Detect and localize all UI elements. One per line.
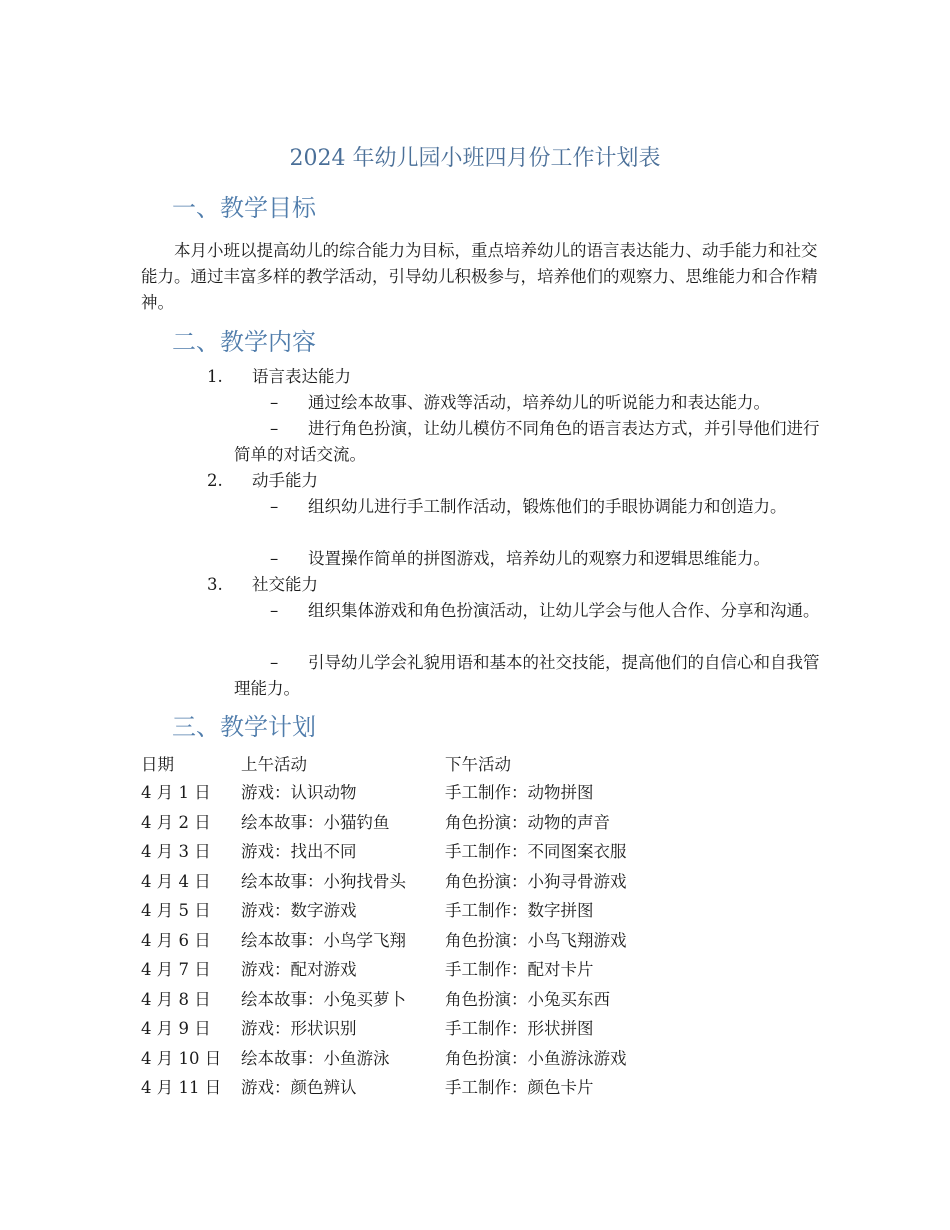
cell-morning: 游戏：数字游戏: [241, 901, 357, 920]
bullet-dash: –: [270, 653, 279, 672]
column-header-afternoon: 下午活动: [445, 755, 511, 774]
cell-date: 4 月 2 日: [141, 813, 211, 832]
bullet-text: 组织幼儿进行手工制作活动，锻炼他们的手眼协调能力和创造力。: [308, 497, 787, 516]
cell-morning: 绘本故事：小狗找骨头: [241, 872, 406, 891]
cell-afternoon: 角色扮演：小狗寻骨游戏: [445, 872, 627, 891]
bullet-text: 引导幼儿学会礼貌用语和基本的社交技能，提高他们的自信心和自我管理能力。: [234, 653, 820, 698]
cell-morning: 绘本故事：小猫钓鱼: [241, 813, 390, 832]
bullet-dash: –: [270, 419, 279, 438]
cell-afternoon: 手工制作：数字拼图: [445, 901, 594, 920]
cell-afternoon: 角色扮演：小鸟飞翔游戏: [445, 931, 627, 950]
column-header-date: 日期: [141, 755, 174, 774]
cell-morning: 游戏：配对游戏: [241, 960, 357, 979]
cell-morning: 游戏：形状识别: [241, 1019, 357, 1038]
cell-afternoon: 手工制作：动物拼图: [445, 783, 594, 802]
cell-date: 4 月 8 日: [141, 990, 211, 1009]
cell-date: 4 月 4 日: [141, 872, 211, 891]
section-heading-goals: 一、教学目标: [172, 194, 316, 222]
cell-afternoon: 手工制作：配对卡片: [445, 960, 594, 979]
section-heading-plan: 三、教学计划: [172, 713, 316, 741]
cell-date: 4 月 10 日: [141, 1049, 222, 1068]
cell-date: 4 月 6 日: [141, 931, 211, 950]
bullet-text: 进行角色扮演，让幼儿模仿不同角色的语言表达方式，并引导他们进行简单的对话交流。: [234, 419, 820, 464]
bullet-text: 设置操作简单的拼图游戏，培养幼儿的观察力和逻辑思维能力。: [308, 549, 770, 568]
cell-date: 4 月 11 日: [141, 1078, 222, 1097]
cell-morning: 绘本故事：小兔买萝卜: [241, 990, 406, 1009]
bullet-dash: –: [270, 549, 279, 568]
bullet-dash: –: [270, 497, 279, 516]
list-item-label: 社交能力: [252, 575, 318, 594]
cell-afternoon: 手工制作：形状拼图: [445, 1019, 594, 1038]
list-item-label: 动手能力: [252, 471, 318, 490]
cell-morning: 游戏：找出不同: [241, 842, 357, 861]
cell-afternoon: 手工制作：颜色卡片: [445, 1078, 594, 1097]
cell-date: 4 月 9 日: [141, 1019, 211, 1038]
list-item-label: 语言表达能力: [252, 367, 351, 386]
list-number: 2.: [207, 471, 223, 490]
bullet-dash: –: [270, 393, 279, 412]
section-heading-content: 二、教学内容: [172, 328, 316, 356]
list-number: 1.: [207, 367, 223, 386]
cell-date: 4 月 7 日: [141, 960, 211, 979]
goals-paragraph: 本月小班以提高幼儿的综合能力为目标，重点培养幼儿的语言表达能力、动手能力和社交能力。通过丰富多样的教学活动，引导幼儿积极参与，培养他们的观察力、思维能力和合作精神。: [141, 241, 818, 312]
cell-date: 4 月 3 日: [141, 842, 211, 861]
cell-morning: 绘本故事：小鱼游泳: [241, 1049, 390, 1068]
bullet-text: 组织集体游戏和角色扮演活动，让幼儿学会与他人合作、分享和沟通。: [308, 601, 820, 620]
cell-afternoon: 手工制作：不同图案衣服: [445, 842, 627, 861]
cell-morning: 游戏：认识动物: [241, 783, 357, 802]
list-number: 3.: [207, 575, 223, 594]
bullet-text: 通过绘本故事、游戏等活动，培养幼儿的听说能力和表达能力。: [308, 393, 770, 412]
cell-afternoon: 角色扮演：动物的声音: [445, 813, 610, 832]
cell-date: 4 月 1 日: [141, 783, 211, 802]
cell-morning: 绘本故事：小鸟学飞翔: [241, 931, 406, 950]
cell-afternoon: 角色扮演：小鱼游泳游戏: [445, 1049, 627, 1068]
column-header-morning: 上午活动: [241, 755, 307, 774]
cell-afternoon: 角色扮演：小兔买东西: [445, 990, 610, 1009]
document-title: 2024 年幼儿园小班四月份工作计划表: [289, 146, 661, 171]
bullet-dash: –: [270, 601, 279, 620]
cell-morning: 游戏：颜色辨认: [241, 1078, 357, 1097]
cell-date: 4 月 5 日: [141, 901, 211, 920]
